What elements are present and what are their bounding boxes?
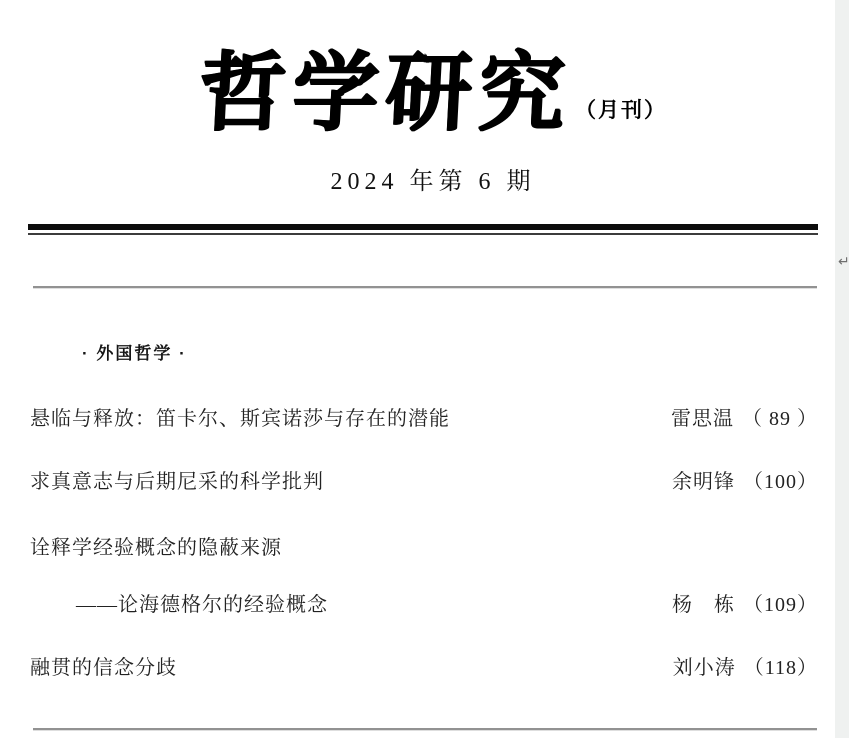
toc-entry-author-page [673,651,818,680]
author-name: 杨 栋 [672,594,735,616]
author-name: 雷思温 [671,408,734,430]
author-name: 余明锋 [672,471,735,493]
page-number: （118） [743,657,818,679]
section-heading-foreign-philosophy: · 外国哲学 · [82,344,187,363]
paragraph-mark-icon: ↵ [838,254,850,270]
toc-entry-title: 诠释学经验概念的隐蔽来源 [30,537,282,559]
page-number: （100） [743,471,818,493]
toc-entry [30,531,818,560]
journal-frequency-label: （月刊） [575,98,667,123]
toc-entry-author-page [672,588,818,617]
page-number: （ 89 ） [742,408,818,430]
content-bottom-rule [33,728,817,730]
toc-entry [30,402,818,431]
toc-entry-subtitle-row [30,588,818,617]
journal-title: 哲学研究 [196,45,574,141]
toc-entry-title: 求真意志与后期尼采的科学批判 [30,471,324,493]
toc-entry-author-page [672,465,818,494]
journal-masthead [0,45,866,141]
toc-entry [30,465,818,494]
toc-entry-subtitle: ——论海德格尔的经验概念 [76,594,328,616]
toc-entry-author-page [671,402,818,431]
issue-line: 2024 年第 6 期 [330,169,536,195]
author-name: 刘小涛 [672,657,736,679]
page-number: （109） [743,594,818,616]
toc-entry-title: 融贯的信念分歧 [30,657,177,679]
masthead-double-rule [28,224,818,235]
toc-entry-title: 悬临与释放：笛卡尔、斯宾诺莎与存在的潜能 [30,408,450,430]
toc-entry [30,651,818,680]
content-top-rule [33,286,817,288]
